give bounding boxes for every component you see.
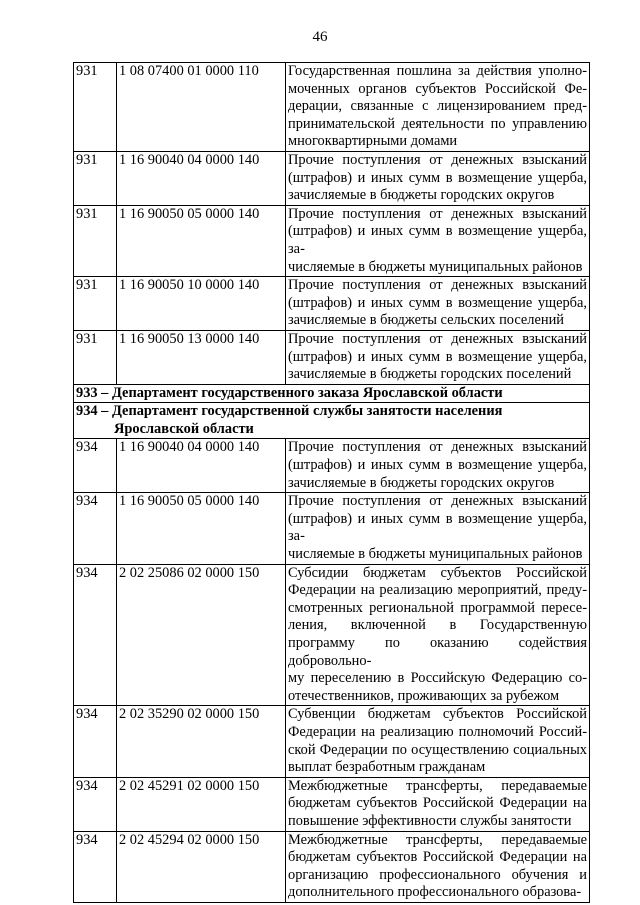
budget-classification-table: [73, 62, 590, 903]
revenue-name-cell: [286, 63, 590, 152]
revenue-name-line: Прочие поступления от денежных взысканий: [288, 151, 587, 168]
revenue-name-cell: [286, 151, 590, 205]
revenue-name-line: организацию профессионального обучения и: [288, 866, 587, 883]
classification-code-cell: 1 16 90040 04 0000 140: [117, 151, 286, 205]
classification-code-cell: 1 16 90040 04 0000 140: [117, 439, 286, 493]
revenue-name-cell: [286, 439, 590, 493]
admin-code-cell: 931: [74, 151, 117, 205]
revenue-name-line: Государственная пошлина за действия уполно-: [288, 63, 587, 79]
table-row: [74, 831, 590, 902]
section-header-line: Ярославской области: [114, 420, 254, 437]
revenue-name-line: зачисляемые в бюджеты городских округов: [288, 474, 555, 491]
table-row: [74, 777, 590, 831]
revenue-name-line: Прочие поступления от денежных взысканий: [288, 205, 587, 222]
table-row: [74, 277, 590, 331]
revenue-name-line: (штрафов) и иных сумм в возмещение ущерба, за-: [288, 223, 587, 257]
section-header: [74, 403, 590, 439]
revenue-name-cell: [286, 831, 590, 902]
classification-code-cell: 2 02 35290 02 0000 150: [117, 706, 286, 777]
revenue-name-line: числяемые в бюджеты муниципальных районов: [288, 258, 583, 275]
classification-code-cell: 1 16 90050 05 0000 140: [117, 493, 286, 564]
revenue-name-line: бюджетам субъектов Российской Федерации на: [288, 849, 587, 866]
revenue-name-line: моченных органов субъектов Российской Фе-: [288, 80, 587, 97]
revenue-name-line: (штрафов) и иных сумм в возмещение ущерба,: [288, 457, 587, 474]
table-body: [74, 63, 590, 903]
admin-code-cell: 934: [74, 439, 117, 493]
section-header-line: 933 – Департамент государственного заказа Ярославской области: [76, 384, 503, 401]
classification-code-cell: 1 16 90050 13 0000 140: [117, 330, 286, 384]
classification-code-cell: 1 16 90050 05 0000 140: [117, 205, 286, 276]
revenue-name-cell: [286, 330, 590, 384]
revenue-name-cell: [286, 777, 590, 831]
admin-code-cell: 934: [74, 706, 117, 777]
revenue-name-line: (штрафов) и иных сумм в возмещение ущерба,: [288, 348, 587, 365]
table-row: [74, 564, 590, 706]
section-header-row: [74, 384, 590, 403]
section-header-row: [74, 403, 590, 439]
revenue-name-line: многоквартирными домами: [288, 133, 458, 150]
revenue-name-line: Прочие поступления от денежных взысканий: [288, 493, 587, 510]
revenue-name-line: числяемые в бюджеты муниципальных районов: [288, 546, 583, 563]
revenue-name-cell: [286, 205, 590, 276]
revenue-name-line: зачисляемые в бюджеты сельских поселений: [288, 312, 564, 329]
revenue-name-line: выплат безработным гражданам: [288, 759, 486, 776]
revenue-name-line: (штрафов) и иных сумм в возмещение ущерба,: [288, 169, 587, 186]
revenue-name-line: смотренных региональной программой пересе-: [288, 599, 587, 616]
revenue-name-line: принимательской деятельности по управлению: [288, 115, 587, 132]
admin-code-cell: 934: [74, 777, 117, 831]
revenue-name-cell: [286, 277, 590, 331]
revenue-name-cell: [286, 706, 590, 777]
revenue-name-line: Межбюджетные трансферты, передаваемые: [288, 831, 587, 848]
admin-code-cell: 934: [74, 831, 117, 902]
classification-code-cell: 1 16 90050 10 0000 140: [117, 277, 286, 331]
revenue-name-line: отечественников, проживающих за рубежом: [288, 687, 560, 704]
revenue-name-line: Прочие поступления от денежных взысканий: [288, 277, 587, 294]
revenue-name-line: дополнительного профессионального образова-: [288, 884, 582, 901]
revenue-name-line: Федерации на реализацию полномочий Россий-: [288, 723, 587, 740]
section-header-line: 934 – Департамент государственной службы занятости населения: [76, 403, 503, 420]
revenue-name-line: Межбюджетные трансферты, передаваемые: [288, 777, 587, 794]
revenue-name-line: бюджетам субъектов Российской Федерации на: [288, 795, 587, 812]
table-row: [74, 63, 590, 152]
revenue-name-line: зачисляемые в бюджеты городских округов: [288, 187, 555, 204]
table-row: [74, 205, 590, 276]
revenue-name-line: ской Федерации по осуществлению социальных: [288, 741, 587, 758]
classification-code-cell: 2 02 45291 02 0000 150: [117, 777, 286, 831]
admin-code-cell: 934: [74, 564, 117, 706]
classification-code-cell: 1 08 07400 01 0000 110: [117, 63, 286, 152]
revenue-name-line: (штрафов) и иных сумм в возмещение ущерба,: [288, 294, 587, 311]
revenue-name-line: Субвенции бюджетам субъектов Российской: [288, 706, 587, 723]
revenue-name-cell: [286, 493, 590, 564]
revenue-name-line: Субсидии бюджетам субъектов Российской: [288, 564, 587, 581]
revenue-name-line: программу по оказанию содействия добровольно-: [288, 635, 587, 669]
table-row: [74, 330, 590, 384]
table-row: [74, 151, 590, 205]
revenue-name-line: му переселению в Российскую Федерацию со-: [288, 670, 587, 687]
section-header: [74, 384, 590, 403]
table-row: [74, 493, 590, 564]
classification-code-cell: 2 02 45294 02 0000 150: [117, 831, 286, 902]
revenue-name-line: дерации, связанные с лицензированием пред-: [288, 98, 587, 115]
revenue-name-line: зачисляемые в бюджеты городских поселений: [288, 366, 572, 383]
revenue-name-line: Прочие поступления от денежных взысканий: [288, 439, 587, 456]
table-row: [74, 706, 590, 777]
admin-code-cell: 931: [74, 205, 117, 276]
table-row: [74, 439, 590, 493]
revenue-name-line: Федерации на реализацию мероприятий, преду-: [288, 582, 587, 599]
admin-code-cell: 931: [74, 277, 117, 331]
admin-code-cell: 931: [74, 330, 117, 384]
revenue-name-cell: [286, 564, 590, 706]
revenue-name-line: ления, включенной в Государственную: [288, 617, 587, 634]
classification-code-cell: 2 02 25086 02 0000 150: [117, 564, 286, 706]
revenue-name-line: (штрафов) и иных сумм в возмещение ущерба, за-: [288, 510, 587, 545]
page-number: 46: [312, 29, 328, 45]
admin-code-cell: 931: [74, 63, 117, 152]
revenue-name-line: повышение эффективности службы занятости: [288, 812, 572, 829]
revenue-name-line: Прочие поступления от денежных взысканий: [288, 330, 587, 347]
admin-code-cell: 934: [74, 493, 117, 564]
